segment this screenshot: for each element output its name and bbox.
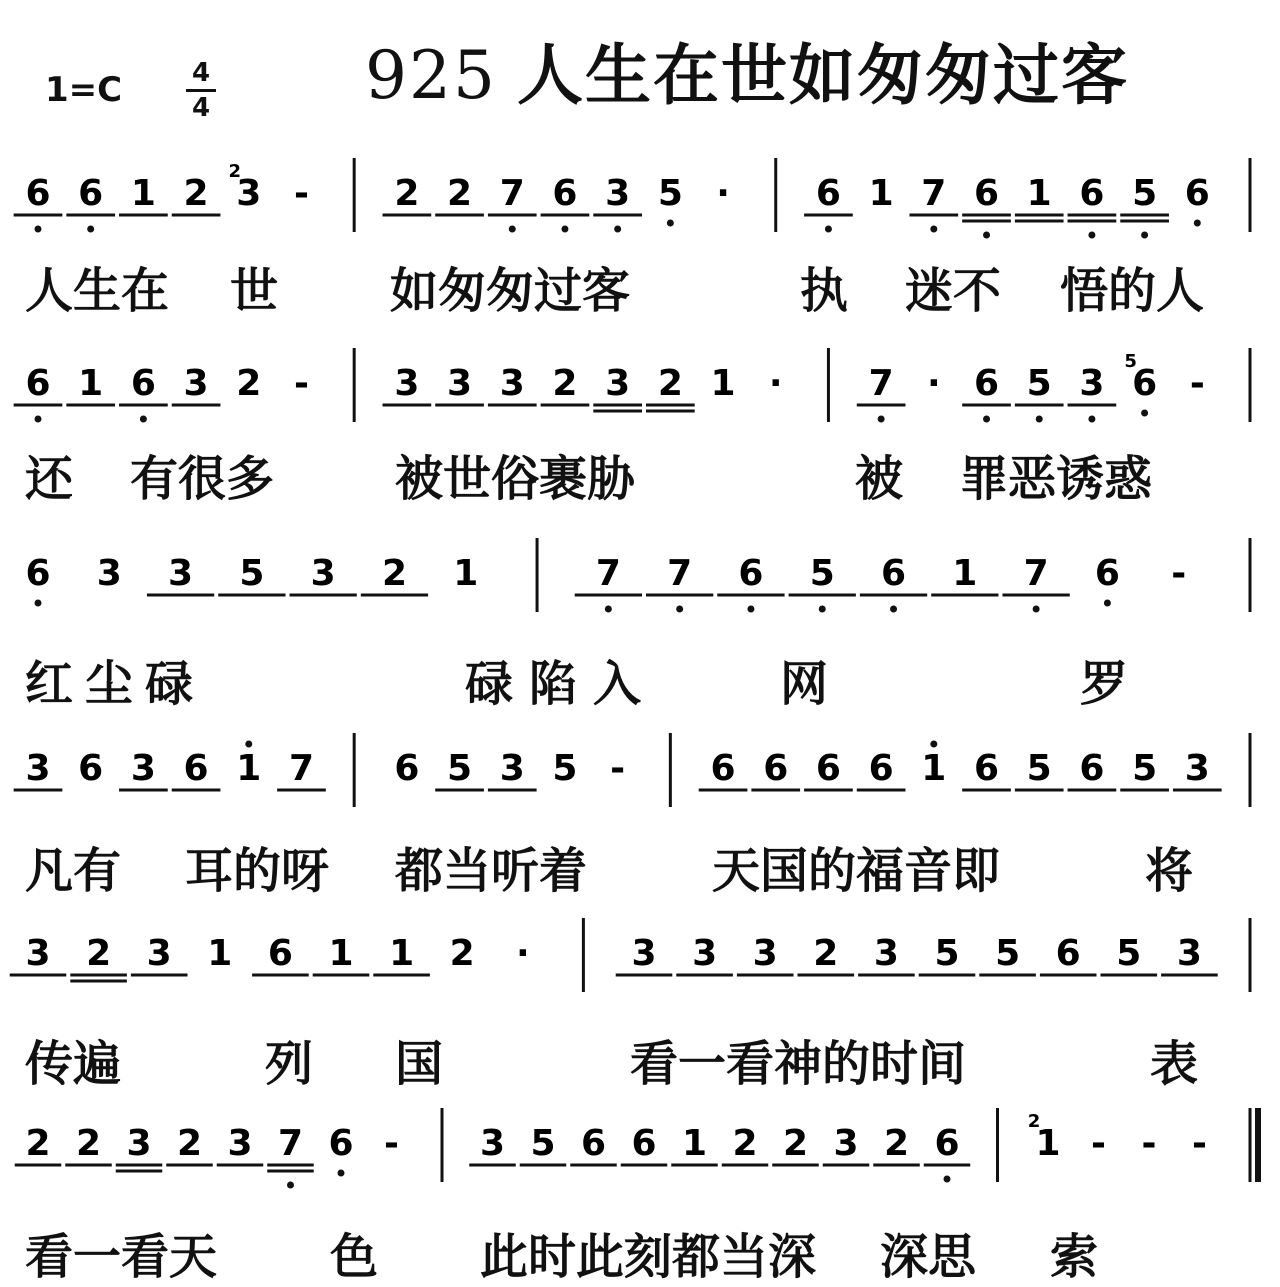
note: 6 xyxy=(580,1123,607,1164)
note: 3 xyxy=(25,933,51,974)
grace-note: 2 xyxy=(228,161,242,182)
note: 5 xyxy=(530,1123,556,1164)
note: 2 xyxy=(552,363,578,404)
note: 3 xyxy=(394,363,420,404)
note: 5 xyxy=(1132,173,1158,214)
low-octave-dot xyxy=(561,226,568,233)
dot-mark: · xyxy=(926,363,941,404)
note: 5 xyxy=(809,553,835,594)
note: 2 xyxy=(75,1123,102,1164)
low-octave-dot xyxy=(983,416,990,423)
note: 1 xyxy=(130,173,156,214)
note: 2 xyxy=(449,933,475,974)
note: 5 xyxy=(1132,748,1158,789)
note: 6 xyxy=(1079,173,1105,214)
lyric-segment: 索 xyxy=(1050,1229,1099,1285)
note: 7 xyxy=(499,173,525,214)
dash-mark: - xyxy=(384,1123,399,1164)
low-octave-dot xyxy=(509,226,516,233)
note: 3 xyxy=(605,173,631,214)
note: 1 xyxy=(1026,173,1052,214)
note: 3 xyxy=(96,553,122,594)
note: 3 xyxy=(25,748,51,789)
lyric-segment: 看一看天 xyxy=(25,1229,218,1285)
note: 1 xyxy=(710,363,736,404)
note: 6 xyxy=(631,1123,657,1164)
high-octave-dot xyxy=(245,741,252,748)
note: 3 xyxy=(168,553,194,594)
note: 3 xyxy=(752,933,778,974)
note: 2 xyxy=(25,1123,51,1164)
lyric-segment: 被 xyxy=(855,451,904,507)
low-octave-dot xyxy=(1141,410,1148,417)
note: 2 xyxy=(813,933,839,974)
note: 2 xyxy=(394,173,420,214)
note: 3 xyxy=(873,933,899,974)
notation-svg xyxy=(0,520,1280,630)
low-octave-dot xyxy=(35,416,42,423)
note: 7 xyxy=(288,748,315,789)
note: 5 xyxy=(1026,363,1052,404)
note: 6 xyxy=(1055,933,1081,974)
note: 6 xyxy=(394,748,420,789)
note: 6 xyxy=(868,748,894,789)
lyric-segment: 国 xyxy=(395,1036,444,1092)
note: 3 xyxy=(183,363,209,404)
low-octave-dot xyxy=(35,600,42,607)
lyric-segment: 人生在 xyxy=(25,263,170,319)
note: 6 xyxy=(973,748,1000,789)
note: 7 xyxy=(667,553,693,594)
lyric-line-3 xyxy=(0,645,1280,712)
notation-svg xyxy=(0,900,1280,1010)
note: 3 xyxy=(1176,933,1202,974)
note: 5 xyxy=(1116,933,1142,974)
note: 1 xyxy=(236,748,262,789)
note: 6 xyxy=(880,553,907,594)
note: 1 xyxy=(207,933,233,974)
note: 2 xyxy=(657,363,683,404)
note: 6 xyxy=(25,553,51,594)
note: 6 xyxy=(738,553,764,594)
dot-mark: · xyxy=(768,363,783,404)
lyric-segment: 迷不 xyxy=(905,263,1002,319)
song-title xyxy=(365,22,1129,117)
note: 6 xyxy=(267,933,293,974)
note: 6 xyxy=(815,748,841,789)
note: 2 xyxy=(447,173,473,214)
lyric-segment: 执 xyxy=(800,263,849,319)
lyric-segment: 耳的呀 xyxy=(185,843,330,899)
time-signature-top: 4 xyxy=(191,58,211,88)
lyric-segment: 如匆匆过客 xyxy=(390,263,631,319)
dot-mark: · xyxy=(515,933,530,974)
note: 6 xyxy=(78,748,104,789)
note: 1 xyxy=(868,173,894,214)
lyric-line-6 xyxy=(0,1218,1280,1285)
note: 3 xyxy=(227,1123,253,1164)
note: 1 xyxy=(1035,1123,1061,1164)
note: 5 xyxy=(657,173,683,214)
note: 6 xyxy=(25,173,51,214)
lyric-segment: 悟的人 xyxy=(1060,263,1205,319)
note: 1 xyxy=(389,933,415,974)
lyric-segment: 罗 xyxy=(1080,656,1129,712)
lyric-segment: 红尘碌 xyxy=(25,656,206,712)
note: 6 xyxy=(328,1123,354,1164)
dash-mark: - xyxy=(1171,553,1187,594)
dash-mark: - xyxy=(1091,1123,1106,1164)
low-octave-dot xyxy=(287,1182,294,1189)
lyric-segment: 看一看神的时间 xyxy=(630,1036,967,1092)
lyric-line-4 xyxy=(0,832,1280,899)
lyric-segment: 将 xyxy=(1145,843,1194,899)
low-octave-dot xyxy=(878,416,885,423)
low-octave-dot xyxy=(1194,220,1201,227)
note: 3 xyxy=(1079,363,1105,404)
dot-mark: · xyxy=(716,173,730,214)
key-signature: 1=C xyxy=(45,70,123,110)
note: 3 xyxy=(130,748,156,789)
grace-note: 2 xyxy=(1027,1111,1041,1132)
low-octave-dot xyxy=(1088,232,1095,239)
note: 7 xyxy=(868,363,894,404)
note: 2 xyxy=(183,173,209,214)
lyric-segment: 网 xyxy=(780,656,829,712)
low-octave-dot xyxy=(944,1176,951,1183)
note: 1 xyxy=(328,933,354,974)
note: 7 xyxy=(595,553,621,594)
note: 6 xyxy=(1094,553,1120,594)
note: 6 xyxy=(25,363,51,404)
note: 6 xyxy=(815,173,841,214)
low-octave-dot xyxy=(614,226,621,233)
low-octave-dot xyxy=(140,416,147,423)
note: 3 xyxy=(631,933,657,974)
dash-mark: - xyxy=(1192,1123,1207,1164)
note: 5 xyxy=(934,933,960,974)
note: 3 xyxy=(605,363,631,404)
notation-svg xyxy=(0,715,1280,825)
note: 3 xyxy=(236,173,262,214)
note: 5 xyxy=(552,748,578,789)
low-octave-dot xyxy=(825,226,832,233)
note: 1 xyxy=(952,553,978,594)
note: 1 xyxy=(78,363,104,404)
dash-mark: - xyxy=(294,173,309,214)
note: 6 xyxy=(552,173,578,214)
lyric-line-5 xyxy=(0,1025,1280,1092)
note: 1 xyxy=(453,553,479,594)
time-signature xyxy=(186,58,216,123)
lyric-segment: 碌陷入 xyxy=(465,656,658,712)
lyric-segment: 有很多 xyxy=(130,451,275,507)
low-octave-dot xyxy=(667,220,674,227)
low-octave-dot xyxy=(983,232,990,239)
notation-svg xyxy=(0,1090,1280,1200)
note: 7 xyxy=(921,173,947,214)
low-octave-dot xyxy=(1036,416,1043,423)
note: 7 xyxy=(1023,553,1049,594)
dash-mark: - xyxy=(1189,363,1205,404)
notation-svg xyxy=(0,140,1280,250)
dash-mark: - xyxy=(1141,1123,1157,1164)
note: 5 xyxy=(239,553,265,594)
lyric-segment: 表 xyxy=(1150,1036,1199,1092)
time-signature-divider xyxy=(186,89,216,92)
low-octave-dot xyxy=(87,226,94,233)
low-octave-dot xyxy=(676,606,683,613)
note: 3 xyxy=(310,553,336,594)
note: 5 xyxy=(995,933,1021,974)
note: 6 xyxy=(973,363,1000,404)
note: 3 xyxy=(499,363,525,404)
note: 2 xyxy=(883,1123,910,1164)
low-octave-dot xyxy=(747,606,754,613)
low-octave-dot xyxy=(1088,416,1095,423)
low-octave-dot xyxy=(1033,606,1040,613)
note: 2 xyxy=(381,553,408,594)
note: 2 xyxy=(782,1123,809,1164)
note: 2 xyxy=(236,363,262,404)
notation-svg xyxy=(0,330,1280,440)
low-octave-dot xyxy=(1141,232,1148,239)
lyric-segment: 都当听着 xyxy=(395,843,588,899)
low-octave-dot xyxy=(930,226,937,233)
lyric-segment: 此时此刻都当深 xyxy=(480,1229,817,1285)
note: 6 xyxy=(934,1123,960,1164)
lyric-line-1 xyxy=(0,252,1280,319)
note: 6 xyxy=(763,748,789,789)
lyric-line-2 xyxy=(0,440,1280,507)
note: 5 xyxy=(447,748,473,789)
note: 3 xyxy=(479,1123,506,1164)
note: 3 xyxy=(1184,748,1210,789)
lyric-segment: 还 xyxy=(25,451,74,507)
time-signature-bottom: 4 xyxy=(191,93,211,123)
song-header xyxy=(0,0,1280,130)
dash-mark: - xyxy=(610,748,626,789)
note: 3 xyxy=(692,933,718,974)
dash-mark: - xyxy=(294,363,309,404)
note: 6 xyxy=(1132,363,1158,404)
note: 3 xyxy=(146,933,172,974)
note: 5 xyxy=(1026,748,1052,789)
low-octave-dot xyxy=(338,1170,345,1177)
lyric-segment: 色 xyxy=(330,1229,379,1285)
low-octave-dot xyxy=(605,606,612,613)
note: 1 xyxy=(921,748,947,789)
low-octave-dot xyxy=(35,226,42,233)
note: 6 xyxy=(78,173,104,214)
note: 6 xyxy=(183,748,209,789)
note: 6 xyxy=(710,748,736,789)
lyric-segment: 传遍 xyxy=(25,1036,122,1092)
note: 6 xyxy=(130,363,156,404)
note: 7 xyxy=(277,1123,304,1164)
lyric-segment: 天国的福音即 xyxy=(712,843,1001,899)
grace-note: 5 xyxy=(1124,351,1137,372)
note: 3 xyxy=(499,748,525,789)
lyric-segment: 凡有 xyxy=(25,843,122,899)
lyric-segment: 列 xyxy=(265,1036,314,1092)
note: 2 xyxy=(86,933,112,974)
note: 3 xyxy=(447,363,473,404)
lyric-segment: 被世俗裹胁 xyxy=(395,451,636,507)
note: 3 xyxy=(126,1123,152,1164)
lyric-segment: 罪恶诱惑 xyxy=(960,451,1153,507)
note: 1 xyxy=(681,1123,708,1164)
lyric-segment: 深思 xyxy=(880,1229,977,1285)
note: 6 xyxy=(1079,748,1105,789)
low-octave-dot xyxy=(890,606,897,613)
high-octave-dot xyxy=(930,741,937,748)
low-octave-dot xyxy=(819,606,826,613)
song-title-text: 人生在世如匆匆过客 xyxy=(516,36,1129,114)
note: 6 xyxy=(1184,173,1210,214)
note: 2 xyxy=(732,1123,758,1164)
song-number: 925 xyxy=(365,37,497,114)
low-octave-dot xyxy=(1104,600,1111,607)
note: 2 xyxy=(176,1123,203,1164)
note: 3 xyxy=(833,1123,859,1164)
note: 6 xyxy=(973,173,1000,214)
lyric-segment: 世 xyxy=(230,263,279,319)
